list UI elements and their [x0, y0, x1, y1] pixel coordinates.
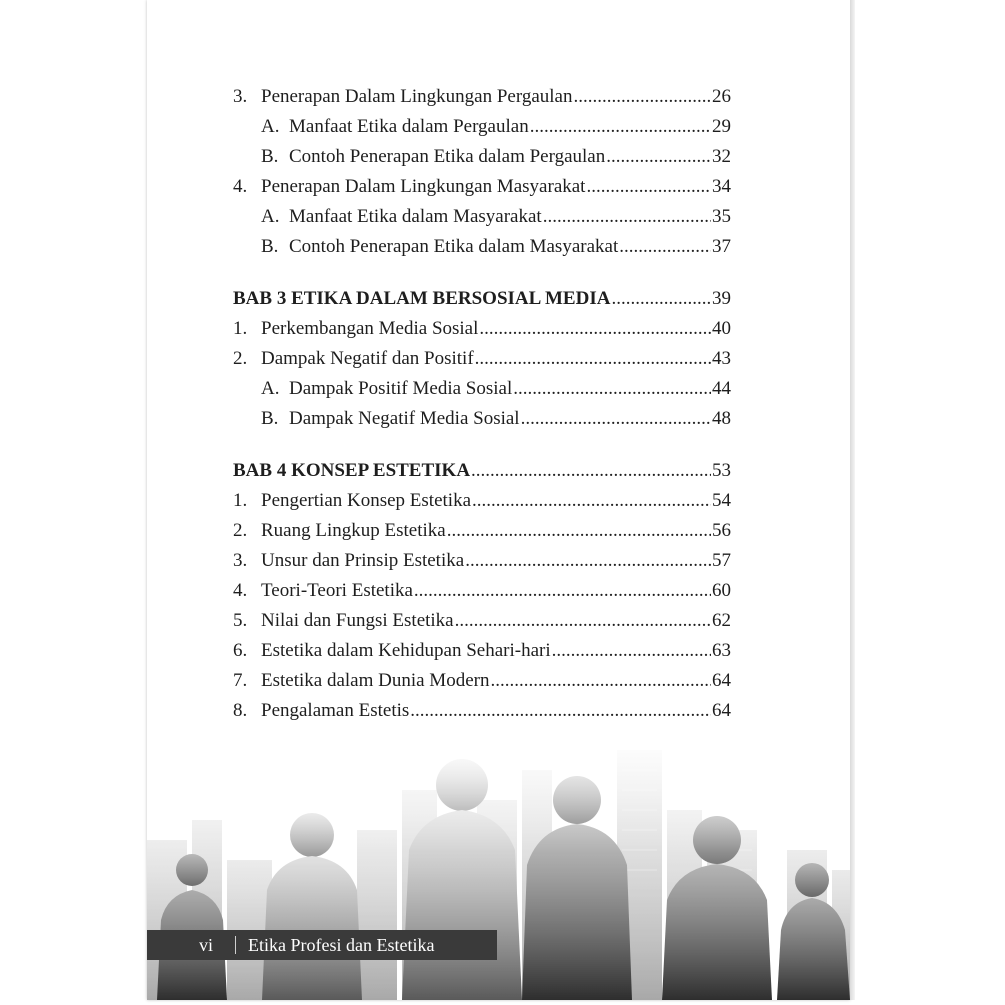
page-number: vi: [199, 934, 214, 955]
toc-entry-page: 62: [712, 610, 731, 631]
toc-entry: [233, 546, 731, 576]
toc-entry: [233, 172, 731, 202]
toc-chapter-heading: [233, 456, 731, 486]
toc-subentry: [233, 404, 731, 434]
chapter-page: 39: [712, 288, 731, 309]
dot-leader: [465, 546, 711, 576]
toc-entry-page: 35: [712, 206, 731, 227]
book-page: [147, 0, 850, 1000]
toc-entry-title: Nilai dan Fungsi Estetika: [261, 610, 454, 631]
dot-leader: [475, 344, 711, 374]
toc-entry: [233, 516, 731, 546]
toc-entry-number: 5.: [233, 610, 248, 631]
dot-leader: [586, 172, 711, 202]
toc-entry: [233, 82, 731, 112]
toc-subentry: [233, 112, 731, 142]
dot-leader: [619, 232, 711, 262]
toc-entry-title: Manfaat Etika dalam Pergaulan: [289, 116, 529, 137]
toc-entry-page: 34: [712, 176, 731, 197]
toc-entry-number: B.: [261, 236, 279, 257]
toc-subentry: [233, 142, 731, 172]
toc-entry: [233, 696, 731, 726]
chapter-title: BAB 4 KONSEP ESTETIKA: [233, 460, 471, 481]
dot-leader: [479, 314, 711, 344]
toc-entry-page: 43: [712, 348, 731, 369]
toc-entry-number: B.: [261, 146, 279, 167]
toc-entry-number: 7.: [233, 670, 248, 691]
dot-leader: [543, 202, 711, 232]
toc-subentry: [233, 202, 731, 232]
dot-leader: [471, 456, 711, 486]
toc-entry-number: 3.: [233, 86, 248, 107]
toc-entry-number: 8.: [233, 700, 248, 721]
toc-entry-number: 1.: [233, 318, 248, 339]
toc-entry-title: Dampak Negatif Media Sosial: [289, 408, 520, 429]
toc-entry: [233, 666, 731, 696]
dot-leader: [447, 516, 711, 546]
toc-entry-title: Penerapan Dalam Lingkungan Pergaulan: [261, 86, 573, 107]
page-edge-shadow: [850, 0, 855, 1000]
page-footer: [147, 930, 497, 960]
chapter-page: 53: [712, 460, 731, 481]
footer-divider: [235, 936, 236, 954]
toc-entry-page: 37: [712, 236, 731, 257]
toc-entry-title: Contoh Penerapan Etika dalam Pergaulan: [289, 146, 606, 167]
toc-entry-page: 64: [712, 670, 731, 691]
toc-entry-title: Unsur dan Prinsip Estetika: [261, 550, 465, 571]
toc-entry-page: 40: [712, 318, 731, 339]
toc-entry-number: 4.: [233, 176, 248, 197]
dot-leader: [573, 82, 711, 112]
dot-leader: [490, 666, 711, 696]
toc-entry-title: Contoh Penerapan Etika dalam Masyarakat: [289, 236, 619, 257]
toc-entry-number: A.: [261, 206, 280, 227]
toc-entry-title: Teori-Teori Estetika: [261, 580, 413, 601]
dot-leader: [455, 606, 711, 636]
table-of-contents: [233, 82, 731, 726]
toc-entry-number: B.: [261, 408, 279, 429]
toc-entry-page: 64: [712, 700, 731, 721]
dot-leader: [414, 576, 711, 606]
toc-entry-page: 29: [712, 116, 731, 137]
toc-entry-page: 63: [712, 640, 731, 661]
toc-entry-title: Pengertian Konsep Estetika: [261, 490, 472, 511]
toc-chapter-heading: [233, 284, 731, 314]
toc-entry-title: Estetika dalam Dunia Modern: [261, 670, 490, 691]
toc-entry: [233, 576, 731, 606]
toc-entry-number: 1.: [233, 490, 248, 511]
toc-entry-number: 2.: [233, 348, 248, 369]
toc-entry-page: 32: [712, 146, 731, 167]
toc-entry-page: 48: [712, 408, 731, 429]
toc-entry-number: 3.: [233, 550, 248, 571]
toc-entry-title: Ruang Lingkup Estetika: [261, 520, 446, 541]
toc-entry-number: 6.: [233, 640, 248, 661]
dot-leader: [606, 142, 711, 172]
toc-entry-number: 2.: [233, 520, 248, 541]
toc-entry-number: 4.: [233, 580, 248, 601]
toc-entry: [233, 314, 731, 344]
toc-entry-title: Dampak Negatif dan Positif: [261, 348, 474, 369]
dot-leader: [530, 112, 711, 142]
toc-entry-title: Manfaat Etika dalam Masyarakat: [289, 206, 542, 227]
toc-entry-title: Dampak Positif Media Sosial: [289, 378, 513, 399]
toc-entry-page: 60: [712, 580, 731, 601]
toc-entry-title: Perkembangan Media Sosial: [261, 318, 479, 339]
toc-entry-page: 44: [712, 378, 731, 399]
dot-leader: [611, 284, 711, 314]
toc-entry-page: 57: [712, 550, 731, 571]
dot-leader: [472, 486, 711, 516]
running-title: Etika Profesi dan Estetika: [248, 934, 435, 955]
dot-leader: [552, 636, 711, 666]
chapter-title: BAB 3 ETIKA DALAM BERSOSIAL MEDIA: [233, 288, 611, 309]
toc-entry-page: 54: [712, 490, 731, 511]
dot-leader: [513, 374, 711, 404]
toc-entry: [233, 636, 731, 666]
toc-entry-title: Penerapan Dalam Lingkungan Masyarakat: [261, 176, 586, 197]
toc-entry-page: 26: [712, 86, 731, 107]
toc-subentry: [233, 232, 731, 262]
toc-entry-title: Estetika dalam Kehidupan Sehari-hari: [261, 640, 551, 661]
toc-entry-number: A.: [261, 378, 280, 399]
dot-leader: [410, 696, 711, 726]
toc-entry: [233, 486, 731, 516]
toc-entry-page: 56: [712, 520, 731, 541]
toc-subentry: [233, 374, 731, 404]
toc-entry-title: Pengalaman Estetis: [261, 700, 410, 721]
toc-entry-number: A.: [261, 116, 280, 137]
toc-entry: [233, 344, 731, 374]
dot-leader: [521, 404, 711, 434]
toc-entry: [233, 606, 731, 636]
